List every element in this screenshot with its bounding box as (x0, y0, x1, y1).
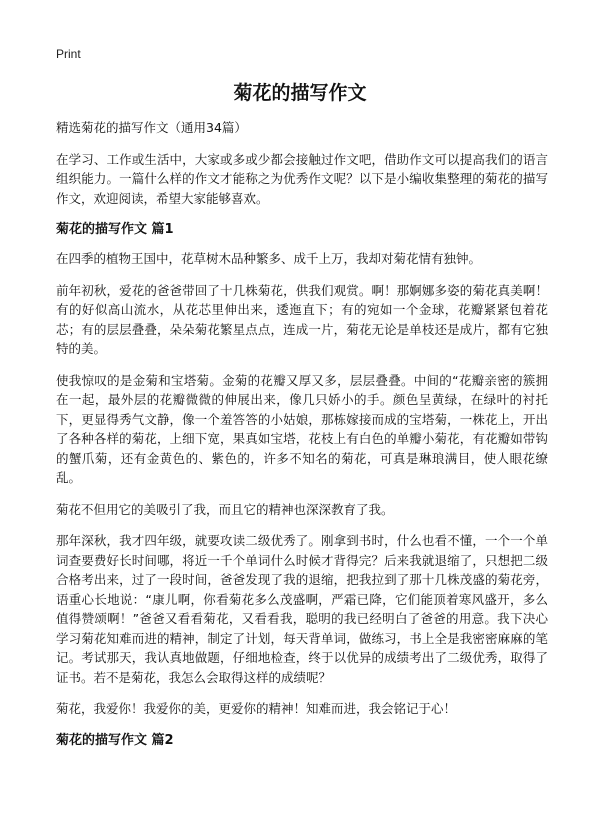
print-link[interactable]: Print (56, 47, 81, 61)
section1-paragraph: 菊花，我爱你！我爱你的美，更爱你的精神！知难而进，我会铭记于心！ (56, 701, 457, 716)
section1-paragraph: 那年深秋，我才四年级，就要攻读二级优秀了。刚拿到书时，什么也看不懂，一个一个单词查要费好长时间哪，将近一千个单词什么时候才背得完？后来我就退缩了，只想把二级合格考出来，过了一段时间，爸爸发现了我的退缩，把我拉到了那十几株茂盛的菊花旁，语重心长地说：“康儿啊，你看菊花多么茂盛啊，严霜已降，它们能顶着寒风盛开，多么值得赞颂啊！”爸爸又看看菊花，又看看我，聪明的我已经明白了爸爸的用意。我下决心学习菊花知难而进的精神，制定了计划，每天背单词，做练习，书上全是我密密麻麻的笔记。考试那天，我认真地做题，仔细地检查，终于以优异的成绩考出了二级优秀，取得了证书。若不是菊花，我怎么会取得这样的成绩呢？ (56, 533, 548, 685)
section1-paragraph: 菊花不但用它的美吸引了我，而且它的精神也深深教育了我。 (56, 501, 394, 517)
section1-paragraph: 前年初秋，爱花的爸爸带回了十几株菊花，供我们观赏。啊！那婀娜多姿的菊花真美啊！有的好似高山流水，从花芯里伸出来，逶迤直下；有的宛如一个金球，花瓣紧紧包着花芯；有的层层叠叠，朵朵菊花繁星点点，连成一片，菊花无论是单枝还是成片，都有它独特的美。 (56, 282, 548, 356)
section1-paragraph: 在四季的植物王国中，花草树木品种繁多、成千上万，我却对菊花情有独钟。 (56, 251, 482, 266)
section1-paragraph: 使我惊叹的是金菊和宝塔菊。金菊的花瓣又厚又多，层层叠叠。中间的“花瓣亲密的簇拥在一起，最外层的花瓣微微的伸展出来，像几只娇小的手。颜色呈黄绿，在绿叶的衬托下，更显得秀气文静，像一个羞答答的小姑娘，那栋嫁接而成的宝塔菊，一株花上，开出了各种各样的菊花，上细下宽，果真如宝塔，花枝上有白色的单瓣小菊花，有花瓣如带钩的蟹爪菊，还有金黄色的、紫色的，许多不知名的菊花，可真是琳琅满目，使人眼花缭乱。 (56, 372, 548, 485)
document-body (56, 118, 548, 760)
section-heading-2: 菊花的描写作文 篇2 (56, 732, 174, 748)
intro-paragraph: 在学习、工作或生活中，大家或多或少都会接触过作文吧，借助作文可以提高我们的语言组织能力。一篇什么样的作文才能称之为优秀作文呢？以下是小编收集整理的菊花的描写作文，欢迎阅读，希望大家能够喜欢。 (56, 151, 548, 206)
page-title: 菊花的描写作文 (233, 82, 367, 104)
section-heading-1: 菊花的描写作文 篇1 (56, 222, 174, 237)
document-subtitle: 精选菊花的描写作文（通用34篇） (56, 120, 247, 135)
